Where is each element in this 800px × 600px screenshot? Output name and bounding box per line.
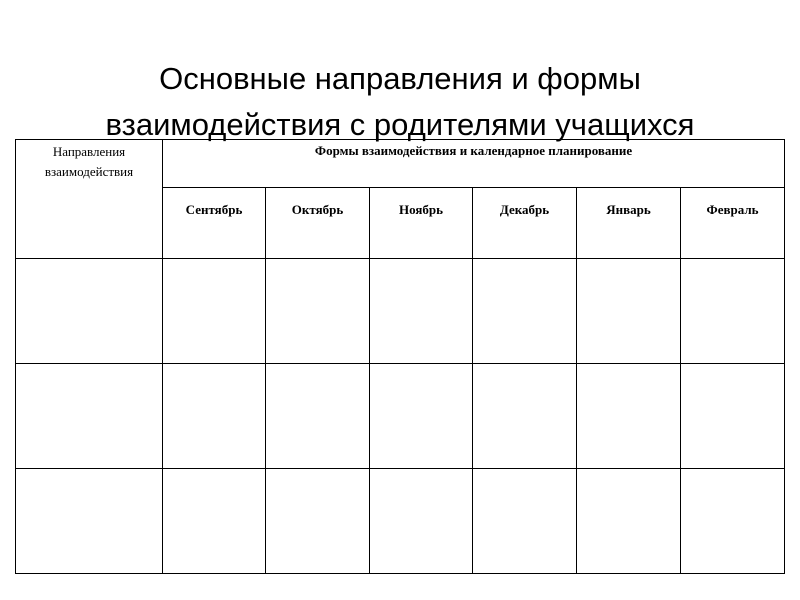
table-cell	[16, 364, 163, 469]
month-header-cell	[577, 188, 681, 259]
month-label: Ноябрь	[398, 202, 443, 217]
table-row	[16, 259, 785, 364]
month-label: Сентябрь	[185, 202, 243, 217]
month-label: Октябрь	[291, 202, 344, 217]
table-row	[16, 469, 785, 574]
month-label: Январь	[606, 202, 651, 217]
month-header-cell	[163, 188, 266, 259]
month-label: Февраль	[706, 202, 759, 217]
table-cell	[577, 259, 681, 364]
table-cell	[681, 364, 785, 469]
table-cell	[473, 259, 577, 364]
table-cell	[16, 259, 163, 364]
table-cell	[163, 364, 266, 469]
table-cell	[370, 469, 473, 574]
planning-table	[15, 139, 785, 574]
table-row	[16, 364, 785, 469]
directions-header-cell	[16, 140, 163, 259]
month-label: Декабрь	[499, 202, 550, 217]
table-cell	[473, 364, 577, 469]
table-cell	[266, 364, 370, 469]
table-cell	[577, 364, 681, 469]
table-cell	[266, 259, 370, 364]
table-cell	[577, 469, 681, 574]
table-cell	[681, 469, 785, 574]
directions-header-line-1: Направления	[52, 144, 126, 159]
table-cell	[681, 259, 785, 364]
table-cell	[266, 469, 370, 574]
month-header-cell	[681, 188, 785, 259]
table-cell	[370, 364, 473, 469]
table-cell	[163, 469, 266, 574]
title-line-2: взаимодействия с родителями учащихся	[105, 107, 695, 142]
month-header-cell	[473, 188, 577, 259]
forms-header-cell	[163, 140, 785, 188]
table-cell	[163, 259, 266, 364]
month-header-cell	[266, 188, 370, 259]
directions-header-line-2: взаимодействия	[44, 164, 134, 179]
table-cell	[370, 259, 473, 364]
slide-title	[0, 56, 800, 148]
month-header-cell	[370, 188, 473, 259]
table-cell	[16, 469, 163, 574]
table-cell	[473, 469, 577, 574]
title-line-1: Основные направления и формы	[159, 61, 641, 96]
forms-header-label: Формы взаимодействия и календарное планирование	[314, 143, 633, 158]
header-row	[16, 140, 785, 188]
